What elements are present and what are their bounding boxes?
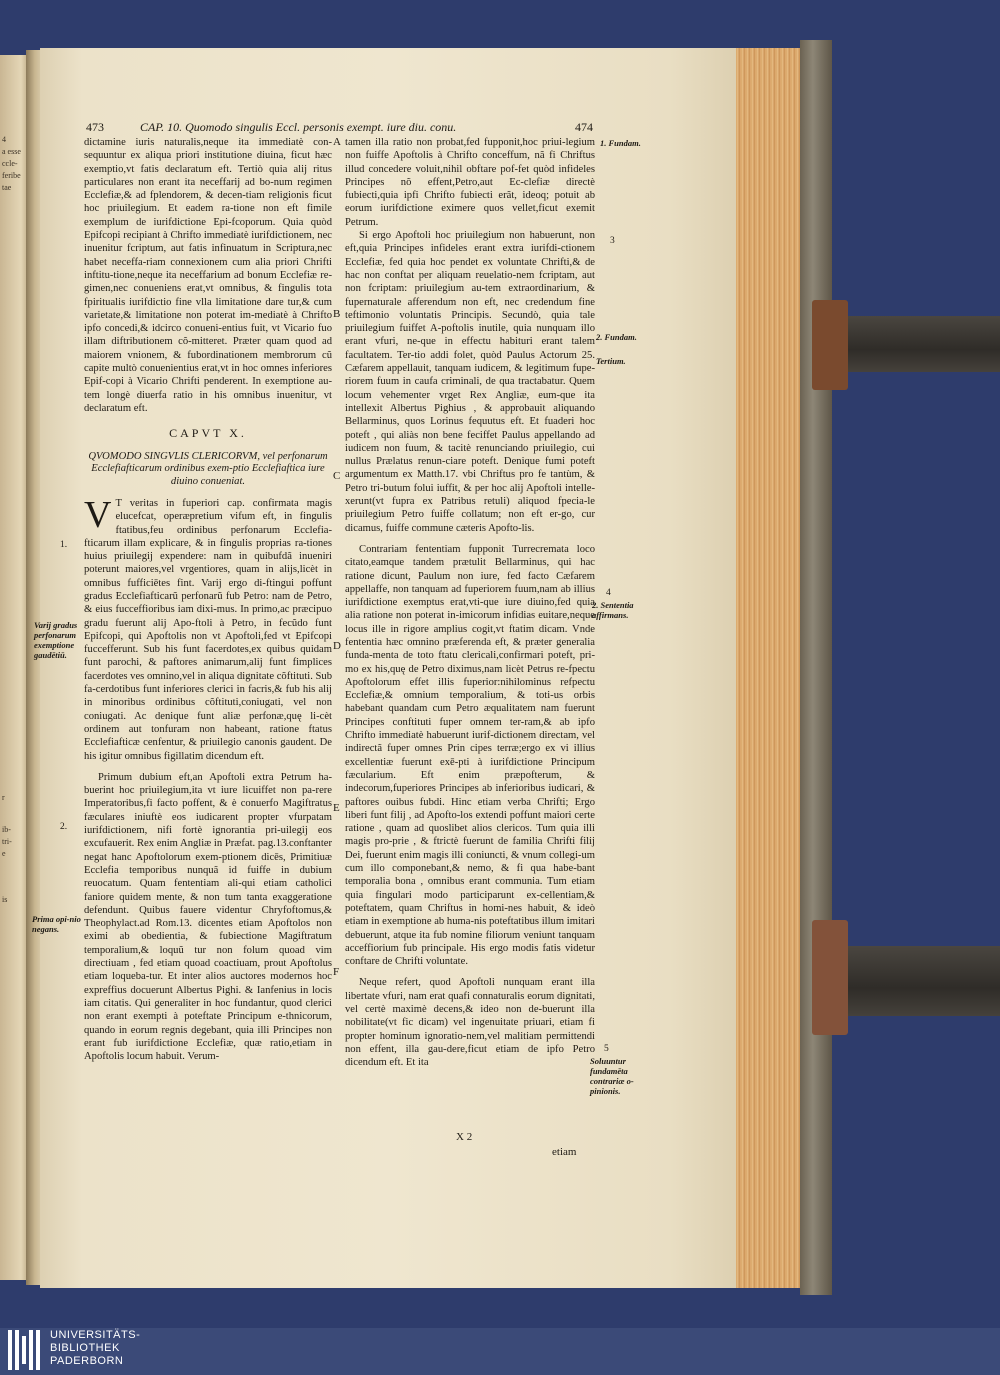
clasp-upper [812,300,848,390]
left-fragment: tae [2,183,12,192]
library-logo-icon [8,1330,46,1370]
left-fragment: is [2,895,8,904]
left-fragment: ccle- [2,159,18,168]
margin-note: Varij gradus perfonarum exemptione gaudētiū. [34,620,78,660]
signature-mark: X 2 [456,1131,473,1143]
page-number-left: 473 [86,120,104,134]
section-letter: E [333,802,340,814]
paragraph: tamen illa ratio non probat,fed fupponit,hoc priui-legium non fuiffe Apoftolis à Chrifto conceffum, nã fi Chriftus illud concedere voluit,nihil obftare pof-fet quòd infideles Principes nõ effent,Petro,aut Ec-clefiæ directè fubiecti,quia ipfi Chrifto fubiecti erãt, ideoq; potuit ab eorum iurifdictione eximere quos vellet,ficut exemit Petrum. [345,137,595,228]
margin-number: 3 [610,236,615,246]
paragraph-text: T veritas in fuperiori cap. confirmata magis elucefcat, operæpretium vifum eft, in fingulis ftatibus,feu ordinibus perfonarum Ecclefia-fticarum illam explicare, & in fingulis proprias ra-tiones huius priuilegij expendere: nam in quibufdã inueniri poterunt maiores,vel vrgentiores, quam in alijs,licèt in omnibus fufficiētes fint. Varij ergo di-ftingui poffunt gradus Ecclefiafticarũ perfonarũ fub Petro: nam de Petro, & eius fucceffioribus iam dixi-mus. In primo,ac præcipuo gradu fuerunt alij Apo-ftoli à Petro, in fecũdo funt Epifcopi, qui Apoftolis non vt Apoftoli,fed vt Epifcopi fuccefferunt. Sub his funt facerdotes,ex quibus quidam funt parochi, & paftores animarum,alij funt fimplices facerdotes ves omnino,vel in aliqua dignitate cõftituti. Sub fa-cerdotibus funt inferiores clerici in facris,& fub his alij in minoribus ordinibus cõftituti,coniugati, vel non coniugati. Ac denique funt aliæ perfonæ,quę li-cèt ordinem aut tonfuram non habeant, ratione ftatus Ecclefiafticæ cenfentur, & priuilegio canonis gaudent. De his igitur omnibus figillatim dicendum eft. [84,497,333,762]
section-letter: C [333,470,341,482]
margin-note: Soluuntur fundamēta contrariæ o-pinionis. [590,1056,634,1096]
text-column-left [84,136,332,1063]
margin-number: 4 [606,588,611,598]
paragraph: Si ergo Apoftoli hoc priuilegium non habuerunt, non eft,quia Principes infideles erant extra iurifdi-ctionem Ecclefiæ, fed quia hoc pendet ex voluntate Chrifti,& de hac non conftat per aliquam reuelatio-nem fcriptam, aut non fcriptam: priuilegium au-tem extraordinarium, & fupernaturale afferendum non eft, nec credendum fine teftimonio voluntatis Principis. Secundò, quia tale priuilegium fuiffet A-poftolis inutile, quia nunquam illo erant vfuri, ne-que in effectu habituri erant talem facultatem. Ter-tio addi folet, quòd Paulus Actorum 25. Cæfarem appellauit, tanquam iudicem, & legitimum fupe-riorem fuum in caufa criminali, de qua tractabatur. Quem locum vehementer vrget Rex Angliæ, eum-que ita intellexit Albertus Pighius , & approbauit aliquando Bellarminus, quos Lorinus fequutus eft. Et fuaderi hoc poteft , qui aliàs non bene feciffet Paulus appellando ad iudicem non fuum, & tacitè renunciando priuilegio, cui nullus Prælatus renun-ciare poteft. Denique fumi poteft argumentum ex Matth.17. vbi Chriftus pro fe tantùm, & Petro tri-butum folui iuffit, & per hoc alij Apoftoli intelle-xerunt(vt fupra ex Patribus retuli) aliquod fpecia-le priuilegium Petro fuiffe collatum; non eft er-go, cur dicamus, fuiffe commune cæteris Apofto-lis. [345,230,595,534]
clasp-lower [812,920,848,1035]
left-fragment: ib- [2,825,11,834]
library-name [50,1329,140,1368]
paragraph: Neque refert, quod Apoftoli nunquam erant illa libertate vfuri, nam erat quafi connaturalis eorum dignitati, vel certè maximè decens,& ideo non de-buerunt illa nobilitate(vt fic dicam) vel ingenuitate priuari, etiam fi propter hominum ignoratio-nem,vel malitiam permittendi non effent, illa gau-dere,ficut etiam de ipfo Petro dicendum eft. Et ita [345,977,595,1069]
section-letter: D [333,640,341,652]
paragraph: Contrariam fententiam fupponit Turrecremata loco citato,eamque tandem prætulit Bellarminus, qui hac ratione dicunt, Paulum non iure, fed facto Cæfarem appellaffe, non tanquam ad fuperiorem fuum,nam ab illius iurifdictione exemptus erat,vti-que iure diuino,fed quia alia ratione non poterat in-imicorum infidias euitare,neque locus ille in rigore amplius cogit,vt ftatim dicam. Vnde fententia hæc omnino præferenda eft, & præter generalia funda-menta de toto ftatu clericali,confirmari poteft, pri-mo ex his,quę de Petro diximus,nam licèt Petrus re-fpectu Apoftolorum effet illis fuperior:nihilominus refpectu Ecclefiæ,& omnium temporalium, & toti-us orbis habebant quandam cum Petro æqualitatem nam fuerunt Principes conftituti fuper omnem ter-ram,& ab ipfo Chrifto immediatè habuerunt iurif-dictionem directam, vel indirectã fuper omnes Prin cipes terræ;ergo ex vi illius excellentiæ fuerunt exē-pti à iurifdictione Principum fæcularium. Eft enim præpofterum, & indecorum,fuperiores Principes ab inferioribus iudicari, & paftores ouibus fubdi. Hinc etiam verba Chrifti; Ergo liberi funt filij , ad Apofto-los extendi poffunt maiori certe ratione , quam ad quoslibet alios clericos. Tum quia illi magis pro-prie , & ftrictè fuerunt de familia Chrifti filij Dei, fuerunt enim magis illi coniuncti, & vnum collegi-um cum illo componebant,& nemo, & fi qua habe-bant temporalia bona , omnibus erant communia. Tum etiam quia fingulari modo participarunt ex-cellentiam,& poteftatem, quam Chriftus in homi-nes habuit, & ideò etiam in exemptione ab huma-nis poteftatibus illum imitari debuerunt, atque ita fub nomine filiorum veniunt tanquam acceffiorium fub principale. His ergo modis fatis videtur conftare de Chrifti voluntate. [345,543,595,968]
clasp-strap-lower [828,946,1000,1016]
running-title: CAP. 10. Quomodo singulis Eccl. personis exempt. iure diu. conu. [140,120,457,134]
library-name-line: PADERBORN [50,1355,124,1367]
library-name-line: UNIVERSITÄTS- [50,1329,141,1341]
left-fragment: 4 [2,135,6,144]
left-fragment: r [2,793,5,802]
left-fragment: tri- [2,837,12,846]
paragraph [84,493,333,763]
library-name-line: BIBLIOTHEK [50,1342,120,1354]
margin-note: 2. Sententia affirmans. [592,600,634,620]
book-cover-edge [800,40,832,1295]
page-number-right: 474 [575,120,593,134]
margin-note: 1. Fundam. [600,138,641,148]
paragraph: dictamine iuris naturalis,neque ita immediatè con-sequuntur ex aliqua priori institutione diuina, ficut hæc exemptio,vt fatis declaratum eft. Tertiò quia alij ritus particulares non erant ita neceffarij ad bo-num regimen Ecclefiæ,& ad fplendorem, & decen-tiam religionis ficut hoc priuilegium. Et eadem ra-tione non eft fimile exemplum de iurifdictione Epi-fcoporum. Quia quòd Epifcopi recipiant à Chrifto immediatè iurifdictionem, nec inuenitur fcriptum, aut fatis infinuatum in Scriptura,nec habet neceffa-riam connexionem cum alia priori Chrifti inftitu-tione,neque ita neceffarium ad bonum Ecclefiæ re-gimen,nec conueniens erat,vt omnibus, & fingulis tota fpiritualis iurifdictio fine vlla limitatione dare tur,& cum varietate,& limitatione non poterat im-mediatè à Chrifto ipfo concedi,& idcirco conueni-entius fuit, vt Vicario fuo illam diftributionem cõ-mitteret. Præter quam quod ad maiorem vnionem, & fubordinationem membrorum cũ capite multò conuenientius erat,vt in hoc omnes inferiores Epif-copi à Vicario Chrifti penderent. In exemptione au-tem longè diuerfa ratio in his omnibus inuenitur, vt declaratum eft. [84,137,332,414]
catchword: etiam [552,1146,577,1158]
page-fore-edge [736,48,806,1288]
margin-note: 2. Fundam. [596,332,637,342]
margin-note: Prima opi-nio negans. [32,914,81,934]
left-fragment: a esse [2,147,21,156]
margin-number: 5 [604,1044,609,1054]
drop-capital: V [84,493,112,536]
chapter-title: QVOMODO SINGVLIS CLERICORVM, vel perfonarum Ecclefiafticarum ordinibus exem-ptio Ecclefiaftica iure diuino conueniat. [88,450,328,488]
section-letter: A [333,136,341,148]
section-letter: B [333,308,341,320]
chapter-heading: CAPVT X. [169,426,247,441]
margin-number: 2. [60,822,68,832]
section-letter: F [333,966,340,978]
left-fragment: e [2,849,6,858]
margin-number: 1. [60,540,68,550]
text-column-right [345,136,595,1069]
library-brand-bar [0,1328,1000,1375]
margin-note: Tertium. [596,356,626,366]
paragraph: Primum dubium eft,an Apoftoli extra Petrum ha-buerint hoc priuilegium,ita vt iure licuiffet non pa-rere Imperatoribus,fi facto poffent, & è conuerfo Magiftratus fæculares iniuftè eos iudicarent propter vfurpatam iurifdictionem, nifi fortè ignorantia pri-uilegij eos excufauerit. Rex enim Angliæ in Præfat. pag.13.conftanter negat hanc Apoftolorum exem-ptionem dicēs, Primitiuæ Ecclefia temporibus nunquã id fuiffe in dubium reuocatum. Quam fententiam ali-qui etiam catholici faniore quidem mente, & non tum tanta exaggeratione defendunt. Quibus fauere videntur Chryfoftomus,& Theophylact.ad Rom.13. dicentes etiam Apoftolos non eximi ab obedientia, & fubiectione Magiftratum temporalium,& loquũ tur non folum quoad vim directiuam , fed etiam quoad coactiuam, prout Apoftolus etiam loqueba-tur. Et inter alios auctores modernos hoc expreffius docuerunt Albertus Pighi. & Ianfenius in locis iam citatis. Qui generaliter in hoc fundantur, quod clerici non erant exempti à poteftate Principum e-thnicorum, quando in eorum regnis degebant, quia illi Principes non erant fub iurifdictione Ecclefiæ, quæ ratio,etiam in Apoftolis locum habuit. Verum- [84,771,332,1063]
clasp-strap-upper [828,316,1000,372]
left-fragment: feribe [2,171,21,180]
